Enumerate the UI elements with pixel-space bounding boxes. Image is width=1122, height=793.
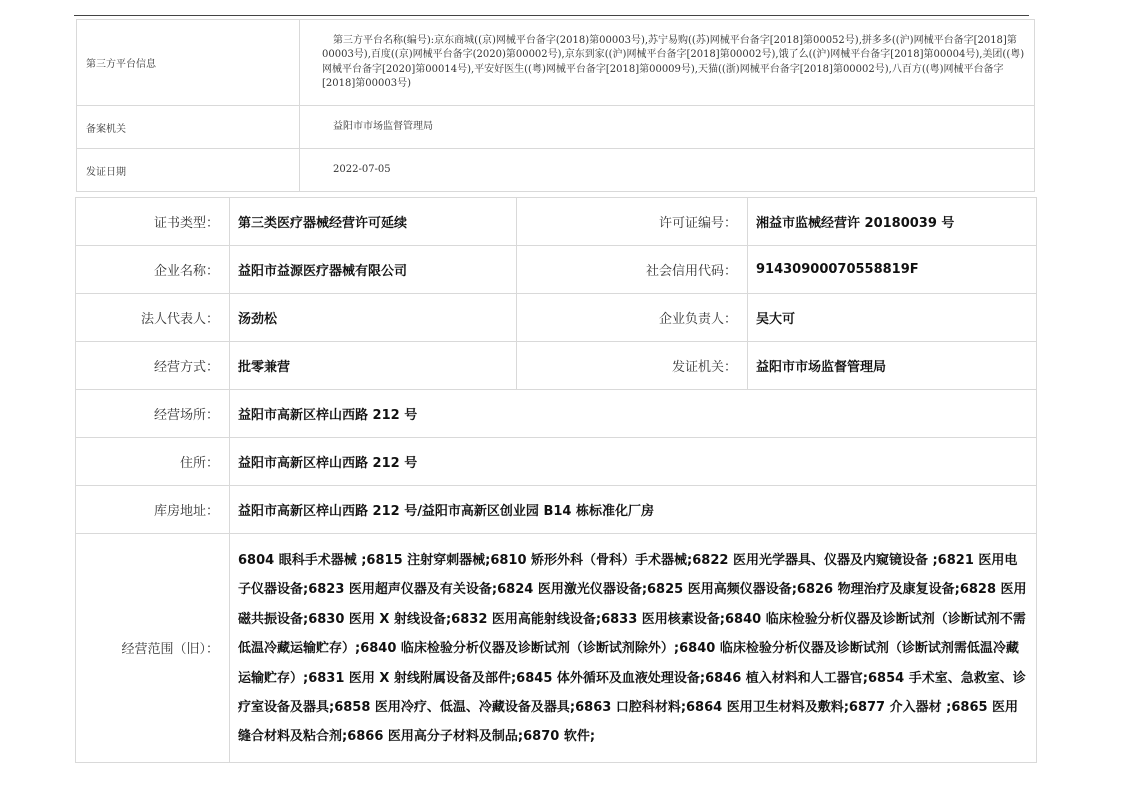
- top-rule: [74, 15, 1029, 16]
- table-row: [76, 390, 1037, 438]
- table-row: [76, 534, 1037, 763]
- filing-authority-value: 益阳市市场监督管理局: [300, 106, 1035, 149]
- legal-rep-label: 法人代表人：: [76, 294, 230, 342]
- business-mode-value: 批零兼营: [230, 342, 517, 390]
- table-row: [77, 20, 1035, 106]
- table-row: [76, 198, 1037, 246]
- table-row: [77, 149, 1035, 192]
- platform-info-table: [76, 19, 1035, 192]
- premises-value: 益阳市高新区梓山西路 212 号: [230, 390, 1037, 438]
- table-row: [76, 438, 1037, 486]
- business-scope-label: 经营范围（旧）：: [76, 534, 230, 763]
- company-name-label: 企业名称：: [76, 246, 230, 294]
- cert-type-label: 证书类型：: [76, 198, 230, 246]
- license-no-label: 许可证编号：: [517, 198, 748, 246]
- business-mode-label: 经营方式：: [76, 342, 230, 390]
- table-row: [76, 246, 1037, 294]
- table-row: [76, 294, 1037, 342]
- table-row: [76, 342, 1037, 390]
- table-row: [76, 486, 1037, 534]
- table-row: [77, 106, 1035, 149]
- manager-label: 企业负责人：: [517, 294, 748, 342]
- issue-date-value: 2022-07-05: [300, 149, 1035, 192]
- issue-date-label: 发证日期: [77, 149, 300, 192]
- credit-code-label: 社会信用代码：: [517, 246, 748, 294]
- residence-value: 益阳市高新区梓山西路 212 号: [230, 438, 1037, 486]
- cert-type-value: 第三类医疗器械经营许可延续: [230, 198, 517, 246]
- third-party-platform-value: [300, 20, 1035, 106]
- company-name-value: 益阳市益源医疗器械有限公司: [230, 246, 517, 294]
- business-scope-value: 6804 眼科手术器械 ;6815 注射穿刺器械;6810 矫形外科（骨科）手术器械;6822 医用光学器具、仪器及内窥镜设备 ;6821 医用电子仪器设备;6823 医用超声仪器及有关设备;6824 医用激光仪器设备;6825 医用高频仪器设备;6826 物理治疗及康复设备;6828 医用磁共振设备;6830 医用 X 射线设备;6832 医用高能射线设备;6833 医用核素设备;6840 临床检验分析仪器及诊断试剂（诊断试剂不需低温冷藏运输贮存）;6840 临床检验分析仪器及诊断试剂（诊断试剂除外）;6840 临床检验分析仪器及诊断试剂（诊断试剂需低温冷藏运输贮存）;6831 医用 X 射线附属设备及部件;6845 体外循环及血液处理设备;6846 植入材料和人工器官;6854 手术室、急救室、诊疗室设备及器具;6858 医用冷疗、低温、冷藏设备及器具;6863 口腔科材料;6864 医用卫生材料及敷料;6877 介入器材 ;6865 医用缝合材料及粘合剂;6866 医用高分子材料及制品;6870 软件;: [230, 534, 1037, 763]
- license-no-value: 湘益市监械经营许 20180039 号: [748, 198, 1037, 246]
- issuer-label: 发证机关：: [517, 342, 748, 390]
- legal-rep-value: 汤劲松: [230, 294, 517, 342]
- issuer-value: 益阳市市场监督管理局: [748, 342, 1037, 390]
- filing-authority-label: 备案机关: [77, 106, 300, 149]
- license-info-table: [75, 197, 1037, 763]
- residence-label: 住所：: [76, 438, 230, 486]
- credit-code-value: 91430900070558819F: [748, 246, 1037, 294]
- premises-label: 经营场所：: [76, 390, 230, 438]
- third-party-platform-text: 第三方平台名称(编号):京东商城((京)网械平台备字(2018)第00003号),苏宁易购((苏)网械平台备字[2018]第00052号),拼多多((沪)网械平台备字[2018]第00003号),百度((京)网械平台备字(2020)第00002号),京东到家((沪)网械平台备字[2018]第00002号),饿了么((沪)网械平台备字[2018]第00004号),美团((粤)网械平台备字[2020]第00014号),平安好医生((粤)网械平台备字[2018]第00009号),天猫((浙)网械平台备字[2018]第00002号),八百方((粤)网械平台备字[2018]第00003号): [322, 34, 1025, 89]
- warehouse-value: 益阳市高新区梓山西路 212 号/益阳市高新区创业园 B14 栋标准化厂房: [230, 486, 1037, 534]
- warehouse-label: 库房地址：: [76, 486, 230, 534]
- manager-value: 吴大可: [748, 294, 1037, 342]
- third-party-platform-label: 第三方平台信息: [77, 20, 300, 106]
